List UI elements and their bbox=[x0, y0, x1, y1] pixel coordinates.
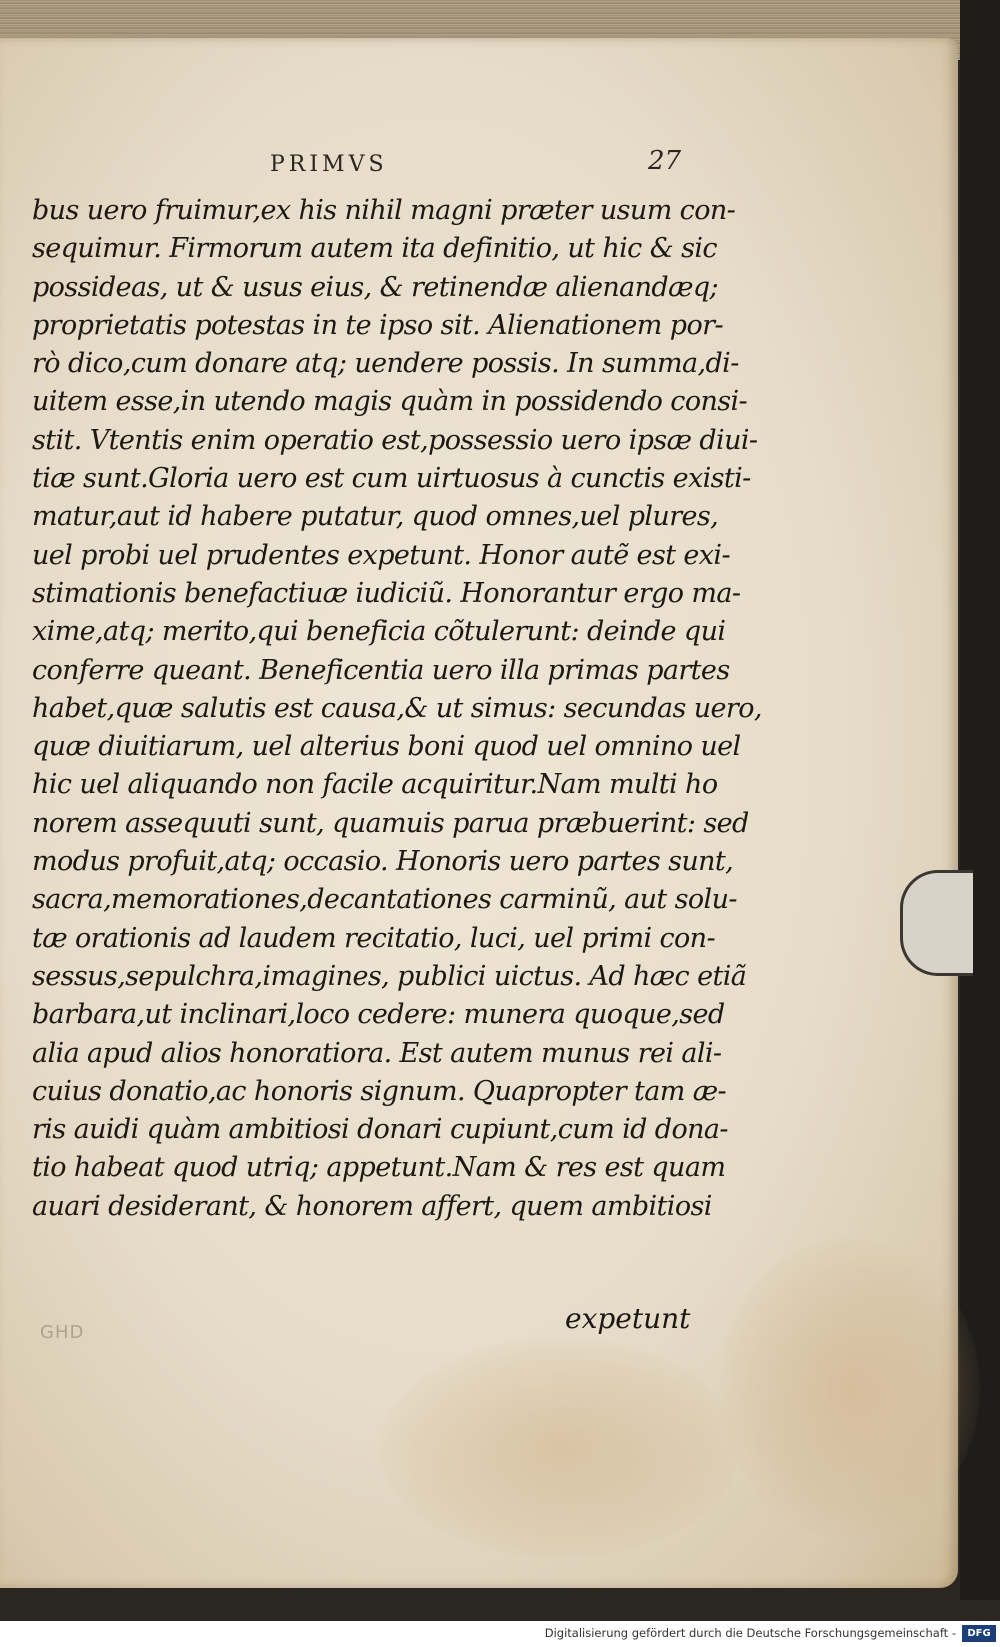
text-line: stit. Vtentis enim operatio est,possessio uero ipsæ diui- bbox=[32, 424, 758, 456]
text-line: norem assequuti sunt, quamuis parua præbuerint: sed bbox=[32, 807, 749, 839]
text-line: possideas, ut & usus eius, & retinendæ alienandæq; bbox=[32, 271, 719, 303]
text-line: sacra,memorationes,decantationes carminũ, aut solu- bbox=[32, 884, 737, 916]
dfg-logo-icon: DFG bbox=[962, 1625, 996, 1642]
credit-text: Digitalisierung gefördert durch die Deutsche Forschungsgemeinschaft - bbox=[544, 1626, 956, 1640]
water-stain bbox=[720, 1238, 980, 1538]
text-line: sequimur. Firmorum autem ita definitio, ut hic & sic bbox=[32, 233, 717, 265]
text-line: conferre queant. Beneficentia uero illa primas partes bbox=[32, 654, 730, 686]
text-line: uel probi uel prudentes expetunt. Honor autẽ est exi- bbox=[32, 539, 730, 571]
text-line: tio habeat quod utriq; appetunt.Nam & res est quam bbox=[32, 1152, 726, 1184]
text-line: proprietatis potestas in te ipso sit. Alienationem por- bbox=[32, 309, 723, 341]
text-block bbox=[32, 192, 762, 1226]
running-head: PRIMVS bbox=[270, 152, 388, 177]
text-line: ris auidi quàm ambitiosi donari cupiunt,cum id dona- bbox=[32, 1114, 728, 1146]
text-line: uitem esse,in utendo magis quàm in possidendo consi- bbox=[32, 386, 748, 418]
text-line: modus profuit,atq; occasio. Honoris uero partes sunt, bbox=[32, 846, 734, 878]
text-line: habet,quæ salutis est causa,& ut simus: secundas uero, bbox=[32, 692, 762, 724]
credit-bar bbox=[0, 1621, 1000, 1647]
text-line: sessus,sepulchra,imagines, publici uictus. Ad hæc etiã bbox=[32, 960, 747, 992]
text-line: bus uero fruimur,ex his nihil magni præter usum con- bbox=[32, 195, 736, 226]
page-number: 27 bbox=[648, 146, 682, 176]
text-line: alia apud alios honoratiora. Est autem munus rei ali- bbox=[32, 1037, 722, 1069]
text-line: rò dico,cum donare atq; uendere possis. In summa,di- bbox=[32, 348, 739, 380]
text-line: quæ diuitiarum, uel alterius boni quod uel omnino uel bbox=[32, 731, 741, 763]
water-stain bbox=[380, 1338, 740, 1558]
text-line: tiæ sunt.Gloria uero est cum uirtuosus à cunctis existi- bbox=[32, 463, 751, 495]
library-stamp: GHD bbox=[40, 1322, 85, 1343]
text-line: hic uel aliquando non facile acquiritur.Nam multi ho bbox=[32, 769, 718, 801]
text-line: cuius donatio,ac honoris signum. Quapropter tam æ- bbox=[32, 1075, 727, 1107]
page-clip bbox=[900, 870, 973, 976]
text-line: tæ orationis ad laudem recitatio, luci, uel primi con- bbox=[32, 922, 715, 954]
text-line: xime,atq; merito,qui beneficia cõtulerunt: deinde qui bbox=[32, 616, 726, 648]
catchword: expetunt bbox=[565, 1302, 691, 1335]
text-line: stimationis benefactiuæ iudiciũ. Honorantur ergo ma- bbox=[32, 577, 741, 609]
text-line: auari desiderant, & honorem affert, quem ambitiosi bbox=[32, 1190, 712, 1222]
text-line: matur,aut id habere putatur, quod omnes,uel plures, bbox=[32, 501, 719, 533]
text-line: barbara,ut inclinari,loco cedere: munera quoque,sed bbox=[32, 999, 725, 1031]
